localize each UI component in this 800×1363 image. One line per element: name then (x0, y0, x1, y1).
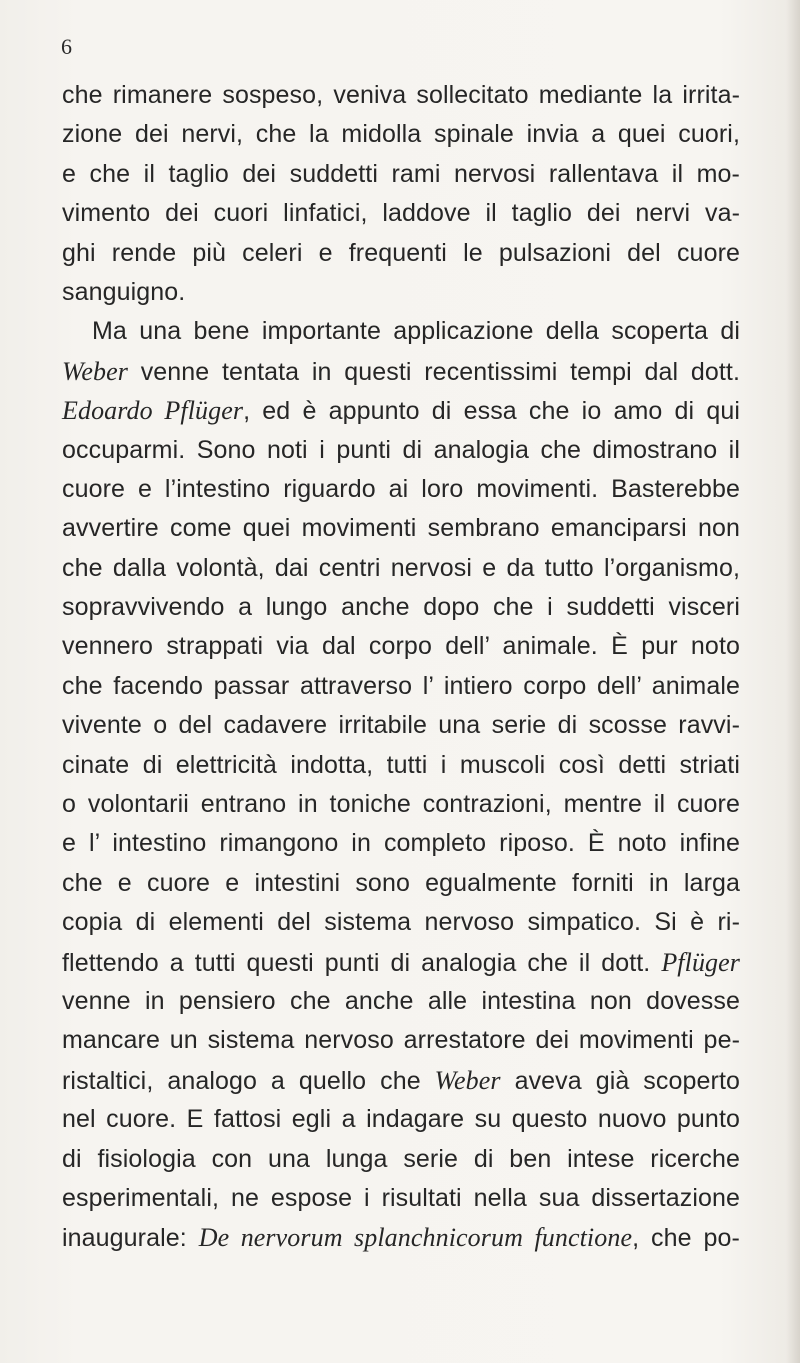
text-segment: vennero strappati via dal corpo dell’ animale. È pur noto (62, 632, 740, 661)
text-segment: sopravvivendo a lungo anche dopo che i suddetti visceri (62, 593, 740, 622)
text-segment: occuparmi. Sono noti i punti di analogia che dimostrano il (62, 435, 740, 464)
text-line (62, 312, 740, 351)
text-line (62, 352, 740, 391)
text-line (62, 588, 740, 627)
text-line (62, 746, 740, 785)
italic-text: Weber (62, 356, 128, 386)
italic-text: Weber (434, 1065, 501, 1095)
text-line (62, 194, 740, 233)
text-line (62, 1100, 740, 1139)
text-line (62, 76, 740, 115)
text-line (62, 824, 740, 863)
text-segment: ghi rende più celeri e frequenti le pulsazioni del cuore (62, 238, 740, 267)
text-segment: copia di elementi del sistema nervoso simpatico. Si è ri- (62, 908, 740, 937)
text-line (62, 155, 740, 194)
text-line (62, 1021, 740, 1060)
text-segment: , che po- (632, 1224, 740, 1253)
text-segment: ristaltici, analogo a quello che (62, 1066, 435, 1095)
italic-text: De nervorum splanchnicorum functione (198, 1223, 633, 1253)
text-line (62, 785, 740, 824)
text-segment: avvertire come quei movimenti sembrano emanciparsi non (62, 514, 740, 543)
text-line (62, 943, 740, 982)
text-segment: che dalla volontà, dai centri nervosi e da tutto l’organismo, (62, 553, 740, 582)
text-line (62, 1179, 740, 1218)
text-segment: aveva già scoperto (500, 1066, 740, 1095)
text-segment: e che il taglio dei suddetti rami nervosi rallentava il mo- (62, 159, 740, 188)
text-segment: inaugurale: (62, 1224, 199, 1253)
text-segment: di fisiologia con una lunga serie di ben intese ricerche (62, 1144, 740, 1173)
text-segment: Ma una bene importante applicazione della scoperta di (92, 317, 740, 346)
text-segment: zione dei nervi, che la midolla spinale invia a quei cuori, (62, 120, 740, 149)
text-line (62, 431, 740, 470)
text-line (62, 627, 740, 666)
text-line (62, 470, 740, 509)
page-edge-shadow (786, 0, 800, 1363)
page-number: 6 (61, 34, 72, 59)
text-line (62, 391, 740, 430)
text-line (62, 982, 740, 1021)
text-segment: venne in pensiero che anche alle intestina non dovesse (62, 986, 740, 1015)
text-segment: cuore e l’intestino riguardo ai loro movimenti. Basterebbe (62, 474, 740, 503)
text-segment: vivente o del cadavere irritabile una serie di scosse ravvi- (62, 711, 740, 740)
text-segment: esperimentali, ne espose i risultati nella sua dissertazione (62, 1183, 740, 1212)
text-segment: sanguigno. (62, 277, 186, 306)
italic-text: Pflüger (661, 947, 740, 977)
text-segment: che rimanere sospeso, veniva sollecitato mediante la irrita- (62, 81, 740, 109)
body-text (62, 76, 740, 1258)
text-segment: cinate di elettricità indotta, tutti i muscoli così detti striati (62, 750, 740, 779)
text-segment: , ed è appunto di essa che io amo di qui (243, 397, 741, 426)
text-segment: flettendo a tutti questi punti di analogia che il dott. (62, 948, 662, 977)
text-segment: mancare un sistema nervoso arrestatore dei movimenti pe- (62, 1026, 740, 1055)
text-line (62, 1140, 740, 1179)
text-line (62, 1218, 740, 1257)
text-line (62, 509, 740, 548)
text-line (62, 864, 740, 903)
text-segment: venne tentata in questi recentissimi tempi dal dott. (127, 357, 740, 386)
italic-text: Edoardo Pflüger (62, 396, 244, 426)
text-line (62, 115, 740, 154)
text-line (62, 273, 740, 312)
text-segment: che facendo passar attraverso l’ intiero corpo dell’ animale (62, 671, 740, 700)
text-segment: vimento dei cuori linfatici, laddove il taglio dei nervi va- (62, 199, 740, 228)
text-segment: o volontarii entrano in toniche contrazioni, mentre il cuore (62, 790, 740, 819)
text-segment: che e cuore e intestini sono egualmente forniti in larga (62, 868, 740, 897)
text-line (62, 903, 740, 942)
text-line (62, 706, 740, 745)
text-line (62, 667, 740, 706)
text-line (62, 234, 740, 273)
text-line (62, 1061, 740, 1100)
text-line (62, 549, 740, 588)
text-segment: e l’ intestino rimangono in completo riposo. È noto infine (62, 829, 740, 858)
text-segment: nel cuore. E fattosi egli a indagare su questo nuovo punto (62, 1105, 740, 1134)
